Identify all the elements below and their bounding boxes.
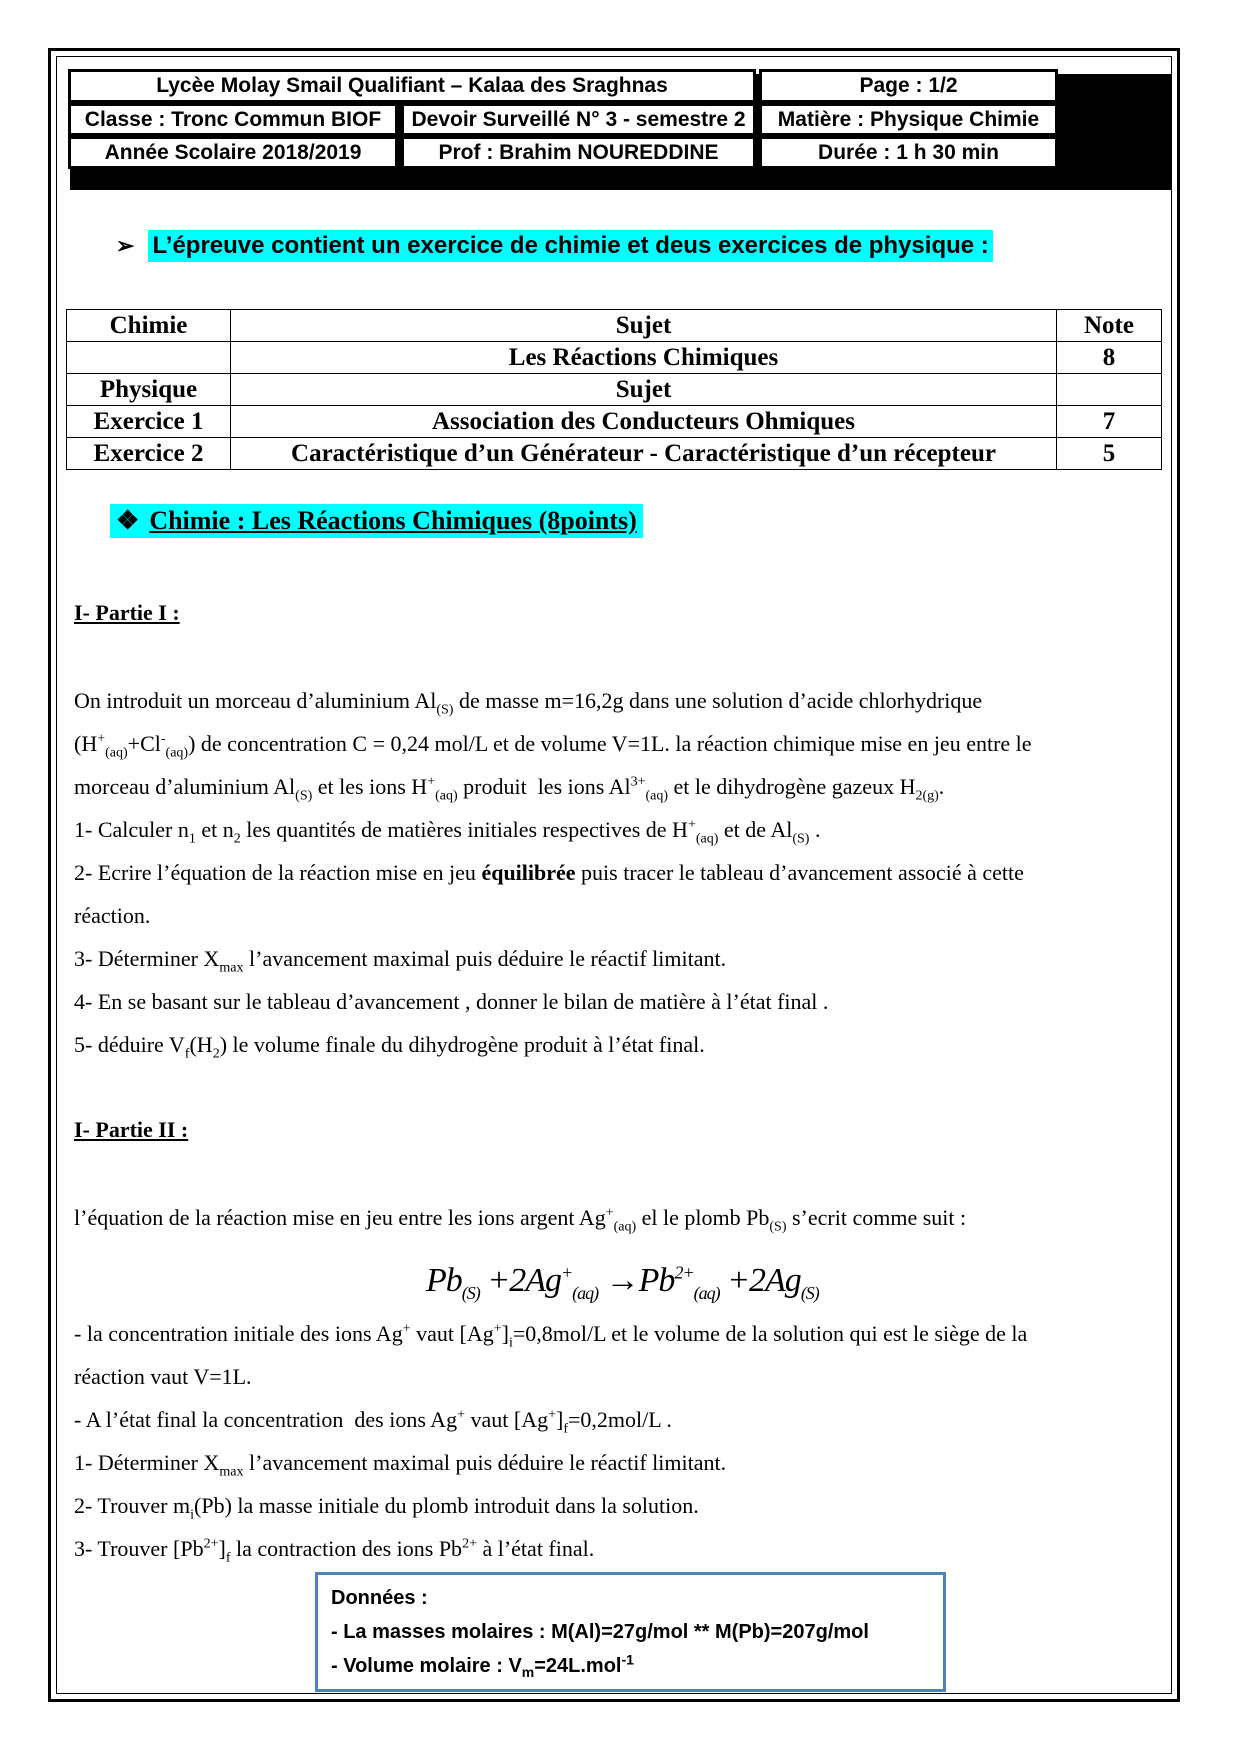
- table-row: [67, 406, 1162, 438]
- table-cell: Caractéristique d’un Générateur - Caractéristique d’un récepteur: [231, 438, 1057, 470]
- partie2-intro: [74, 1196, 1166, 1239]
- table-cell: Physique: [67, 374, 231, 406]
- partie2-title: I- Partie II :: [74, 1117, 189, 1142]
- header-devoir: Devoir Surveillé N° 3 - semestre 2: [401, 103, 756, 136]
- paragraph-line: - A l’état final la concentration des ions Ag+ vaut $[Ag^+]_f=0,2mol/L$ .: [74, 1407, 672, 1437]
- question-2: 2- Trouver $m_i(Pb)$ la masse initiale du plomb introduit dans la solution.: [74, 1493, 699, 1523]
- partie2-text: [74, 1312, 1166, 1570]
- arrow-bullet-icon: ➢: [116, 233, 135, 258]
- header-class: Classe : Tronc Commun BIOF: [68, 103, 398, 136]
- header-page: Page : 1/2: [759, 69, 1058, 103]
- header-duree: Durée : 1 h 30 min: [759, 136, 1058, 169]
- paragraph-line: réaction vaut V=1L.: [74, 1364, 252, 1389]
- question-2: 2- Ecrire l’équation de la réaction mise en jeu équilibrée puis tracer le tableau d’avancement associé à cette: [74, 860, 1024, 885]
- header-annee: Année Scolaire 2018/2019: [68, 136, 398, 169]
- table-cell: Exercice 1: [67, 406, 231, 438]
- table-row: [67, 310, 1162, 342]
- paragraph-line: - la concentration initiale des ions Ag+ vaut $[Ag^+]_i=0,8mol/L$ et le volume de la solution qui est le siège de la: [74, 1321, 1028, 1351]
- partie1-title: I- Partie I :: [74, 600, 180, 625]
- table-row: [67, 438, 1162, 470]
- table-cell: Sujet: [231, 374, 1057, 406]
- table-row: [67, 374, 1162, 406]
- table-cell: 8: [1057, 342, 1162, 374]
- donnees-box: [315, 1572, 946, 1692]
- table-row: [67, 342, 1162, 374]
- table-cell: 7: [1057, 406, 1162, 438]
- partie1-text: [74, 679, 1166, 1066]
- question-4: 4- En se basant sur le tableau d’avancement , donner le bilan de matière à l’état final .: [74, 989, 829, 1014]
- table-cell: Chimie: [67, 310, 231, 342]
- table-cell: [67, 342, 231, 374]
- donnees-volume: - Volume molaire : $V_m=24L.mol^{-1}$: [331, 1651, 634, 1680]
- intro-text: L’épreuve contient un exercice de chimie et deus exercices de physique :: [148, 230, 992, 262]
- table-cell: Note: [1057, 310, 1162, 342]
- section-title: ❖ Chimie : Les Réactions Chimiques (8points): [110, 504, 643, 538]
- question-1: 1- Déterminer $X_{max}$ l’avancement maximal puis déduire le réactif limitant.: [74, 1450, 727, 1480]
- header-prof: Prof : Brahim NOUREDDINE: [401, 136, 756, 169]
- table-cell: Exercice 2: [67, 438, 231, 470]
- table-cell: Association des Conducteurs Ohmiques: [231, 406, 1057, 438]
- donnees-masses: - La masses molaires : M(Al)=27g/mol ** M(Pb)=207g/mol: [331, 1621, 869, 1643]
- intro-line: [116, 230, 993, 262]
- reaction-equation: $Pb_{(S)} +2Ag^+_{(aq)} \to Pb^{2+}_{(aq)} +2Ag_{(S)}$: [426, 1262, 819, 1303]
- paragraph-line: On introduit un morceau d’aluminium $Al_{(S)}$ de masse m=16,2g dans une solution d’acide chlorhydrique: [74, 688, 983, 718]
- table-cell: Sujet: [231, 310, 1057, 342]
- paragraph-line: morceau d’aluminium $Al_{(S)}$ et les ions $H^+_{(aq)}$ produit les ions $Al^{3+}_{(aq)}$ et le dihydrogène gazeux $H_{2(g)}$.: [74, 774, 945, 804]
- table-cell: 5: [1057, 438, 1162, 470]
- question-3: 3- Déterminer $X_{max}$ l’avancement maximal puis déduire le réactif limitant.: [74, 946, 727, 976]
- summary-table: [66, 309, 1162, 470]
- question-5: 5- déduire $V_f(H_2)$ le volume finale du dihydrogène produit à l’état final.: [74, 1032, 705, 1062]
- paragraph-line: $(H^+_{(aq)}+Cl^-_{(aq)})$ de concentration C = 0,24 mol/L et de volume V=1L. la réaction chimique mise en jeu entre le: [74, 731, 1032, 761]
- table-cell: [1057, 374, 1162, 406]
- question-3: 3- Trouver $[Pb^{2+}]_f$ la contraction des ions $Pb^{2+}$ à l’état final.: [74, 1536, 595, 1566]
- donnees-title: Données :: [331, 1587, 428, 1609]
- diamond-bullet-icon: ❖: [116, 506, 140, 535]
- paragraph-line: réaction.: [74, 903, 151, 928]
- header-matiere: Matière : Physique Chimie: [759, 103, 1058, 136]
- header-school: Lycèe Molay Smail Qualifiant – Kalaa des Sraghnas: [68, 69, 756, 103]
- paragraph-line: l’équation de la réaction mise en jeu entre les ions argent $Ag^+_{(aq)}$ el le plomb $Pb_{(S)}$ s’ecrit comme suit :: [74, 1205, 967, 1235]
- table-cell: Les Réactions Chimiques: [231, 342, 1057, 374]
- question-1: 1- Calculer $n_1$ et $n_2$ les quantités de matières initiales respectives de $H^+_{(aq)}$ et de $Al_{(S)}$ .: [74, 817, 821, 847]
